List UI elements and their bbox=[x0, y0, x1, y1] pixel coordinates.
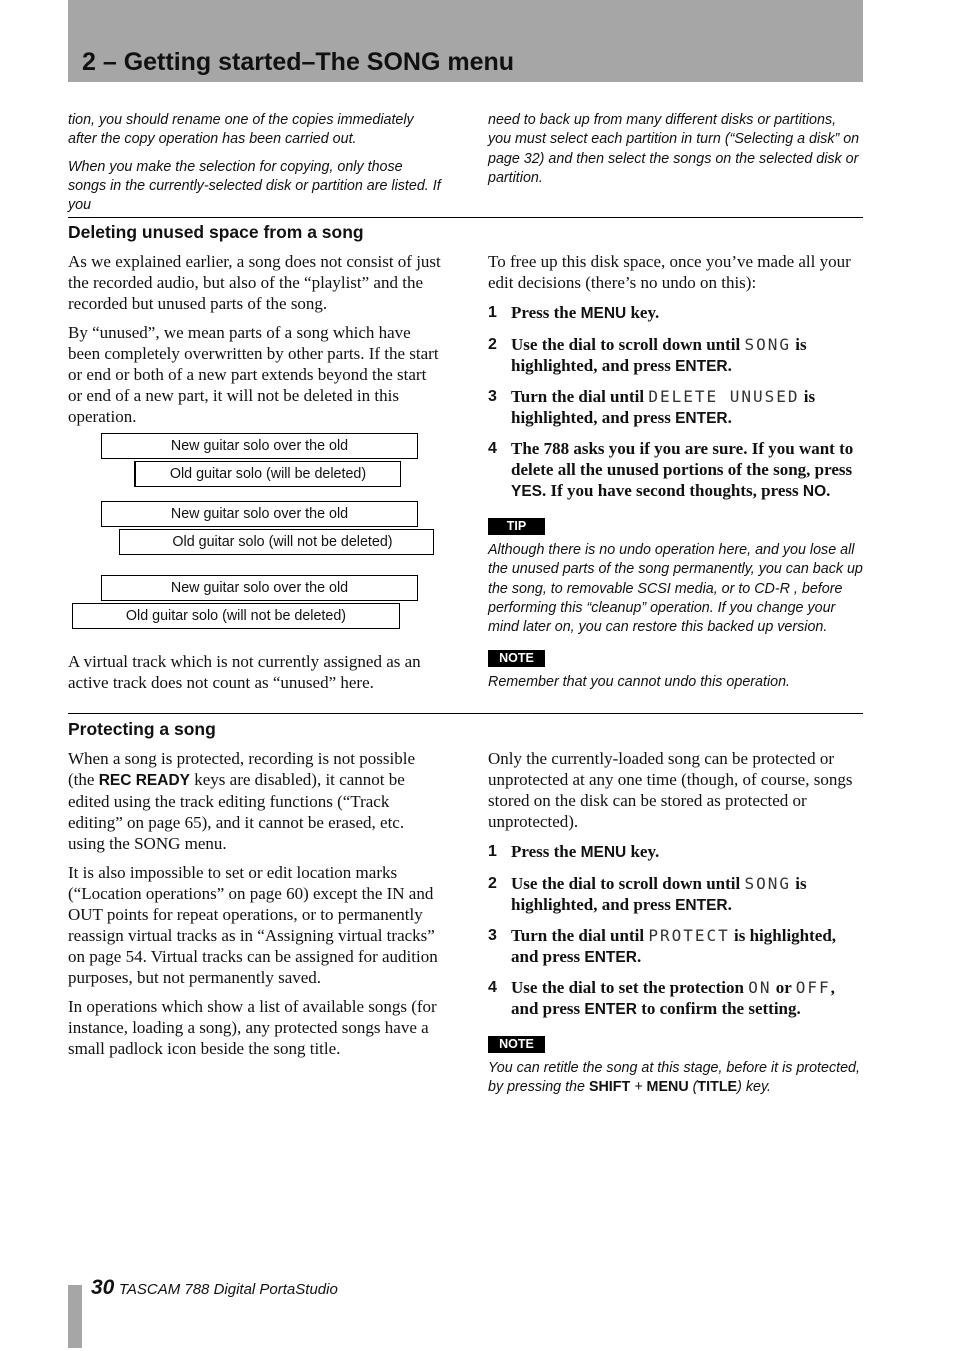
note-text-delete: Remember that you cannot undo this operation. bbox=[488, 674, 791, 691]
diagram-new-part-2: New guitar solo over the old bbox=[101, 501, 418, 527]
protect-step-1: 1 Press the MENU key. bbox=[488, 842, 660, 861]
intro-left bbox=[68, 111, 443, 215]
intro-right-para-1: need to back up from many different disks or partitions, you must select each partition in turn (“Selecting a disk” on page 32) and then select the songs on the selected disk or partition. bbox=[488, 112, 860, 186]
section-heading-delete: Deleting unused space from a song bbox=[68, 222, 364, 242]
diagram-new-part-1: New guitar solo over the old bbox=[101, 433, 418, 459]
protect-left-column bbox=[68, 748, 443, 1059]
section-divider bbox=[68, 217, 863, 218]
lcd-delete-unused: DELETE UNUSED bbox=[648, 387, 800, 406]
protect-para-2: It is also impossible to set or edit location marks (“Location operations” on page 60) except the IN and OUT points for repeat operations, or to permanently reassign virtual tracks as in “Assigning virtual tracks” on page 54. Virtual tracks can be assigned for audition purposes, but not permanently saved. bbox=[68, 863, 438, 987]
page-number: 30 bbox=[91, 1276, 115, 1299]
diagram-old-part-3: Old guitar solo (will not be deleted) bbox=[72, 603, 400, 629]
protect-right-column bbox=[488, 748, 863, 1098]
protect-step-2: 2 Use the dial to scroll down until SONG is highlighted, and press ENTER. bbox=[488, 874, 807, 914]
lcd-off: OFF bbox=[795, 978, 831, 997]
delete-left-column bbox=[68, 251, 443, 427]
delete-step-3: 3 Turn the dial until DELETE UNUSED is highlighted, and press ENTER. bbox=[488, 387, 816, 427]
delete-left-footer bbox=[68, 651, 443, 693]
delete-para-1: As we explained earlier, a song does not consist of just the recorded audio, but also of the “playlist” and the recorded but unused parts of the song. bbox=[68, 252, 441, 313]
section-divider bbox=[68, 713, 863, 714]
product-name: TASCAM 788 Digital PortaStudio bbox=[118, 1281, 338, 1298]
footer-bar bbox=[68, 1285, 82, 1348]
lcd-on: ON bbox=[748, 978, 772, 997]
lcd-song: SONG bbox=[744, 874, 791, 893]
diagram-old-part-1: Old guitar solo (will be deleted) bbox=[134, 461, 401, 487]
diagram-new-part-3: New guitar solo over the old bbox=[101, 575, 418, 601]
protect-para-1: When a song is protected, recording is not possible (the REC READY keys are disabled), it cannot be edited using the track editing functions (“Track editing” on page 65), and it cannot be erased, etc. using the SONG menu. bbox=[68, 749, 416, 853]
delete-para-3: A virtual track which is not currently assigned as an active track does not count as “unused” here. bbox=[68, 652, 421, 692]
note-badge: NOTE bbox=[488, 1036, 545, 1053]
delete-step-1: 1 Press the MENU key. bbox=[488, 303, 660, 322]
note-block-protect bbox=[488, 1035, 863, 1098]
protect-step-3: 3 Turn the dial until PROTECT is highlighted, and press ENTER. bbox=[488, 926, 837, 966]
tip-badge: TIP bbox=[488, 518, 545, 535]
tip-text: Although there is no undo operation here, and you lose all the unused parts of the song permanently, you can back up the song, to removable SCSI media, or to CD-R , before performing this “cleanup” operation. If you change your mind later on, you can restore this backed up version. bbox=[488, 542, 863, 636]
page-title: 2 – Getting started–The SONG menu bbox=[82, 48, 515, 76]
protect-step-4: 4 Use the dial to set the protection ON or OFF, and press ENTER to confirm the setting. bbox=[488, 978, 835, 1018]
intro-left-para-2: When you make the selection for copying, only those songs in the currently-selected disk or partition are listed. If you bbox=[68, 158, 441, 214]
delete-right-intro: To free up this disk space, once you’ve made all your edit decisions (there’s no undo on this): bbox=[488, 252, 851, 292]
lcd-song: SONG bbox=[744, 335, 791, 354]
protect-para-3: In operations which show a list of available songs (for instance, loading a song), any protected songs have a small padlock icon beside the song title. bbox=[68, 997, 437, 1058]
diagram-old-part-2: Old guitar solo (will not be deleted) bbox=[119, 529, 434, 555]
note-block-delete bbox=[488, 649, 863, 692]
note-badge: NOTE bbox=[488, 650, 545, 667]
delete-para-2: By “unused”, we mean parts of a song which have been completely overwritten by other parts. If the start or end or both of a new part extends beyond the start or end of a new part, it will not be deleted in this operation. bbox=[68, 323, 439, 426]
delete-right-column bbox=[488, 251, 863, 693]
delete-step-2: 2 Use the dial to scroll down until SONG is highlighted, and press ENTER. bbox=[488, 335, 807, 375]
section-heading-protect: Protecting a song bbox=[68, 719, 216, 739]
intro-left-para-1: tion, you should rename one of the copies immediately after the copy operation has been carried out. bbox=[68, 112, 414, 148]
page-footer bbox=[91, 1276, 338, 1300]
lcd-protect: PROTECT bbox=[648, 926, 730, 945]
protect-right-intro: Only the currently-loaded song can be protected or unprotected at any one time (though, of course, songs stored on the disk can be stored as protected or unprotected). bbox=[488, 749, 853, 831]
tip-block bbox=[488, 517, 863, 637]
delete-step-4: 4 The 788 asks you if you are sure. If you want to delete all the unused portions of the song, press YES. If you have second thoughts, press NO. bbox=[488, 439, 854, 500]
note-text-protect: You can retitle the song at this stage, before it is protected, by pressing the SHIFT + MENU (TITLE) key. bbox=[488, 1060, 860, 1096]
intro-right bbox=[488, 111, 863, 188]
